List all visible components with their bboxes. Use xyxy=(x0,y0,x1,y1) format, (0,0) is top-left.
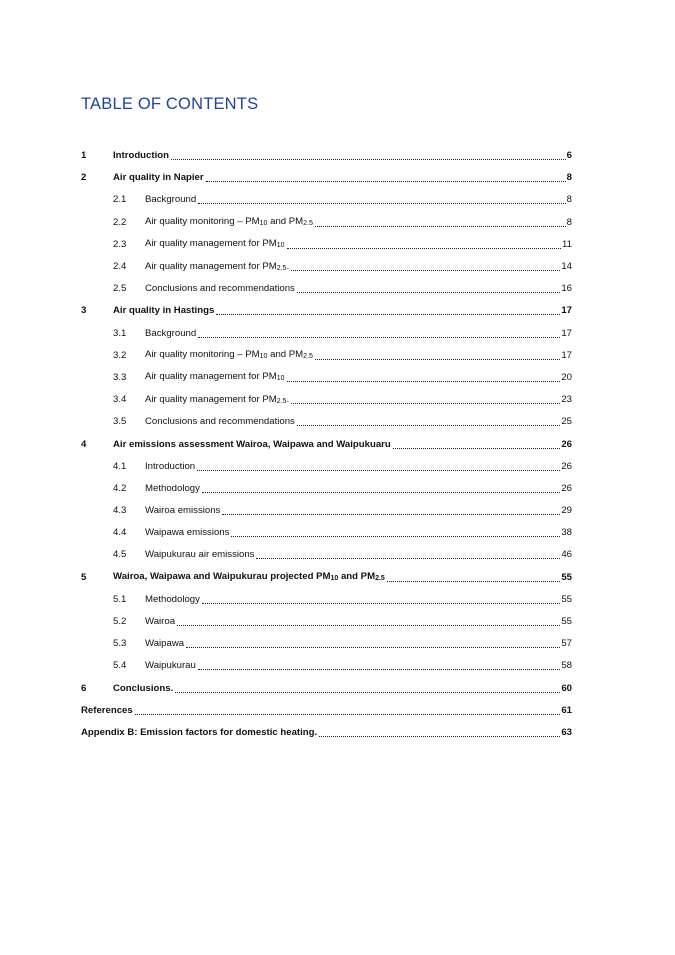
subscript: 10 xyxy=(259,220,268,228)
dot-leader xyxy=(319,735,560,737)
toc-entry[interactable] xyxy=(81,167,572,189)
title-text: Introduction xyxy=(113,150,169,162)
dot-leader xyxy=(206,180,566,182)
dot-leader xyxy=(315,225,566,227)
table-of-contents xyxy=(81,145,572,744)
toc-entry-title xyxy=(145,483,200,495)
toc-entry-number: 2.3 xyxy=(113,238,127,250)
dot-leader xyxy=(197,469,560,471)
toc-entry-title xyxy=(145,660,196,672)
toc-entry-page: 8 xyxy=(566,216,572,228)
toc-entry-number: 4.2 xyxy=(113,482,127,494)
toc-entry-title xyxy=(145,394,289,407)
subscript: 2.5 xyxy=(303,353,313,361)
toc-entry-title xyxy=(145,594,200,606)
toc-entry-title xyxy=(145,216,313,229)
dot-leader xyxy=(198,336,560,338)
toc-entry-title xyxy=(145,328,196,340)
title-text: Methodology xyxy=(145,482,200,494)
toc-entry[interactable] xyxy=(81,611,572,633)
toc-entry-page: 58 xyxy=(561,660,572,672)
toc-entry[interactable] xyxy=(81,589,572,611)
toc-entry[interactable] xyxy=(81,278,572,300)
subscript: 2.5 xyxy=(375,575,385,583)
toc-entry-page: 8 xyxy=(566,172,572,184)
toc-entry[interactable] xyxy=(81,633,572,655)
toc-entry-number: 3 xyxy=(81,305,87,317)
title-text: Background xyxy=(145,194,197,206)
toc-entry[interactable] xyxy=(81,145,572,167)
toc-entry-title xyxy=(145,371,285,384)
dot-leader xyxy=(198,668,560,670)
dot-leader xyxy=(315,358,560,360)
title-text: and PM xyxy=(338,571,376,583)
dot-leader xyxy=(393,447,561,449)
dot-leader xyxy=(198,202,565,204)
dot-leader xyxy=(175,691,560,693)
title-text: References xyxy=(81,704,133,716)
dot-leader xyxy=(287,247,562,249)
subscript: 2.5 xyxy=(276,264,287,272)
toc-entry-number: 2.2 xyxy=(113,216,127,228)
toc-entry-title xyxy=(145,549,254,561)
toc-entry-page: 6 xyxy=(566,150,572,162)
title-text: Background xyxy=(145,327,197,339)
dot-leader xyxy=(387,580,561,582)
toc-entry-number: 3.4 xyxy=(113,394,127,406)
title-text: Wairoa emissions xyxy=(145,505,221,517)
title-text: Conclusions and recommendations xyxy=(145,416,295,428)
title-text: Air quality management for PM xyxy=(145,238,277,250)
title-text: Waipukurau air emissions xyxy=(145,549,255,561)
toc-entry[interactable] xyxy=(81,256,572,278)
title-text: and PM xyxy=(267,349,304,361)
title-text: Air quality monitoring – PM xyxy=(145,349,260,361)
title-text: Conclusions. xyxy=(113,682,174,694)
toc-entry-title xyxy=(145,349,313,362)
toc-entry-title xyxy=(81,727,317,739)
title-text: . xyxy=(286,260,290,272)
title-text: Air quality monitoring – PM xyxy=(145,216,260,228)
dot-leader xyxy=(171,158,566,160)
dot-leader xyxy=(231,535,560,537)
toc-entry-number: 3.3 xyxy=(113,371,127,383)
toc-entry[interactable] xyxy=(81,478,572,500)
dot-leader xyxy=(297,291,560,293)
toc-entry-page: 29 xyxy=(561,505,572,517)
toc-entry-number: 4.4 xyxy=(113,527,127,539)
toc-entry-number: 5.3 xyxy=(113,638,127,650)
toc-entry-number: 4 xyxy=(81,438,87,450)
toc-entry[interactable] xyxy=(81,522,572,544)
dot-leader xyxy=(135,713,561,715)
toc-entry-page: 14 xyxy=(561,261,572,273)
title-text: Air quality in Hastings xyxy=(113,305,215,317)
dot-leader xyxy=(216,313,560,315)
subscript: 10 xyxy=(259,353,268,361)
title-text: Conclusions and recommendations xyxy=(145,283,295,295)
toc-entry[interactable] xyxy=(81,456,572,478)
dot-leader xyxy=(202,602,560,604)
toc-entry-title xyxy=(145,283,295,295)
toc-entry-title xyxy=(145,261,289,274)
toc-entry-title xyxy=(145,505,220,517)
dot-leader xyxy=(177,624,560,626)
title-text: Air quality management for PM xyxy=(145,393,277,405)
toc-entry-number: 3.5 xyxy=(113,416,127,428)
toc-entry-page: 63 xyxy=(561,726,572,738)
toc-entry-title xyxy=(113,571,385,584)
toc-entry-title xyxy=(145,194,196,206)
toc-entry-page: 38 xyxy=(561,527,572,539)
toc-entry[interactable] xyxy=(81,234,572,256)
toc-entry-number: 4.3 xyxy=(113,505,127,517)
toc-entry-page: 26 xyxy=(561,438,572,450)
toc-entry[interactable] xyxy=(81,300,572,322)
toc-entry[interactable] xyxy=(81,655,572,677)
page-title: TABLE OF CONTENTS xyxy=(81,95,259,113)
title-text: Waipawa xyxy=(145,638,185,650)
toc-entry-title xyxy=(113,305,214,317)
toc-entry[interactable] xyxy=(81,323,572,345)
dot-leader xyxy=(287,380,561,382)
toc-entry[interactable] xyxy=(81,212,572,234)
toc-entry[interactable] xyxy=(81,678,572,700)
toc-entry-page: 17 xyxy=(561,305,572,317)
toc-entry-title xyxy=(113,172,204,184)
toc-entry-page: 61 xyxy=(561,704,572,716)
toc-entry-page: 26 xyxy=(561,482,572,494)
title-text: Air quality in Napier xyxy=(113,172,204,184)
toc-entry-title xyxy=(145,238,285,251)
toc-entry-page: 57 xyxy=(561,638,572,650)
toc-entry-page: 26 xyxy=(561,460,572,472)
subscript: 10 xyxy=(330,575,339,583)
toc-entry[interactable] xyxy=(81,433,572,455)
toc-entry-number: 3.2 xyxy=(113,349,127,361)
title-text: . xyxy=(286,393,290,405)
toc-entry-page: 11 xyxy=(562,238,572,250)
toc-entry[interactable] xyxy=(81,411,572,433)
toc-entry-page: 46 xyxy=(561,549,572,561)
toc-entry-page: 55 xyxy=(561,616,572,628)
toc-entry[interactable] xyxy=(81,567,572,589)
dot-leader xyxy=(186,646,560,648)
toc-entry-title xyxy=(113,150,169,162)
title-text: Wairoa xyxy=(145,616,176,628)
toc-entry-number: 2.4 xyxy=(113,261,127,273)
toc-entry-number: 5.2 xyxy=(113,616,127,628)
toc-entry[interactable] xyxy=(81,189,572,211)
toc-entry-page: 16 xyxy=(561,283,572,295)
dot-leader xyxy=(202,491,560,493)
toc-entry-page: 55 xyxy=(561,571,572,583)
toc-entry[interactable] xyxy=(81,700,572,722)
toc-entry-title xyxy=(113,683,173,695)
toc-entry[interactable] xyxy=(81,500,572,522)
title-text: Waipawa emissions xyxy=(145,527,230,539)
title-text: Appendix B: Emission factors for domestic heating. xyxy=(81,726,318,738)
toc-entry-number: 2.1 xyxy=(113,194,127,206)
toc-entry-page: 25 xyxy=(561,416,572,428)
title-text: Methodology xyxy=(145,593,200,605)
toc-entry[interactable] xyxy=(81,722,572,744)
title-text: Introduction xyxy=(145,460,196,472)
title-text: and PM xyxy=(267,216,304,228)
title-text: Air emissions assessment Wairoa, Waipawa and Waipukuaru xyxy=(113,438,391,450)
toc-entry-page: 23 xyxy=(561,394,572,406)
toc-entry-number: 3.1 xyxy=(113,327,127,339)
toc-entry-title xyxy=(145,638,184,650)
toc-entry-title xyxy=(145,616,175,628)
title-text: Air quality management for PM xyxy=(145,371,277,383)
toc-entry-number: 5.4 xyxy=(113,660,127,672)
title-text: Air quality management for PM xyxy=(145,260,277,272)
toc-entry-number: 2.5 xyxy=(113,283,127,295)
toc-entry-page: 20 xyxy=(561,371,572,383)
toc-entry[interactable] xyxy=(81,389,572,411)
toc-entry-page: 8 xyxy=(566,194,572,206)
title-text: Waipukurau xyxy=(145,660,196,672)
toc-entry-number: 6 xyxy=(81,682,87,694)
toc-entry-title xyxy=(113,439,391,451)
dot-leader xyxy=(256,557,560,559)
dot-leader xyxy=(222,513,560,515)
title-text: Wairoa, Waipawa and Waipukurau projected PM xyxy=(113,571,331,583)
toc-entry-number: 5.1 xyxy=(113,593,127,605)
dot-leader xyxy=(291,269,560,271)
toc-entry-title xyxy=(145,416,295,428)
subscript: 10 xyxy=(276,375,285,383)
toc-entry-page: 17 xyxy=(561,327,572,339)
subscript: 2.5 xyxy=(276,397,287,405)
toc-entry-number: 2 xyxy=(81,172,87,184)
dot-leader xyxy=(291,402,560,404)
subscript: 10 xyxy=(276,242,285,250)
toc-entry[interactable] xyxy=(81,367,572,389)
toc-entry-title xyxy=(145,527,229,539)
toc-entry-number: 5 xyxy=(81,571,87,583)
toc-entry-title xyxy=(81,705,133,717)
toc-entry[interactable] xyxy=(81,544,572,566)
toc-entry-number: 1 xyxy=(81,150,87,162)
subscript: 2.5 xyxy=(303,220,313,228)
dot-leader xyxy=(297,424,560,426)
toc-entry-number: 4.1 xyxy=(113,460,127,472)
toc-entry-page: 55 xyxy=(561,593,572,605)
toc-entry[interactable] xyxy=(81,345,572,367)
toc-entry-page: 60 xyxy=(561,682,572,694)
toc-entry-number: 4.5 xyxy=(113,549,127,561)
toc-entry-title xyxy=(145,461,195,473)
toc-entry-page: 17 xyxy=(561,349,572,361)
